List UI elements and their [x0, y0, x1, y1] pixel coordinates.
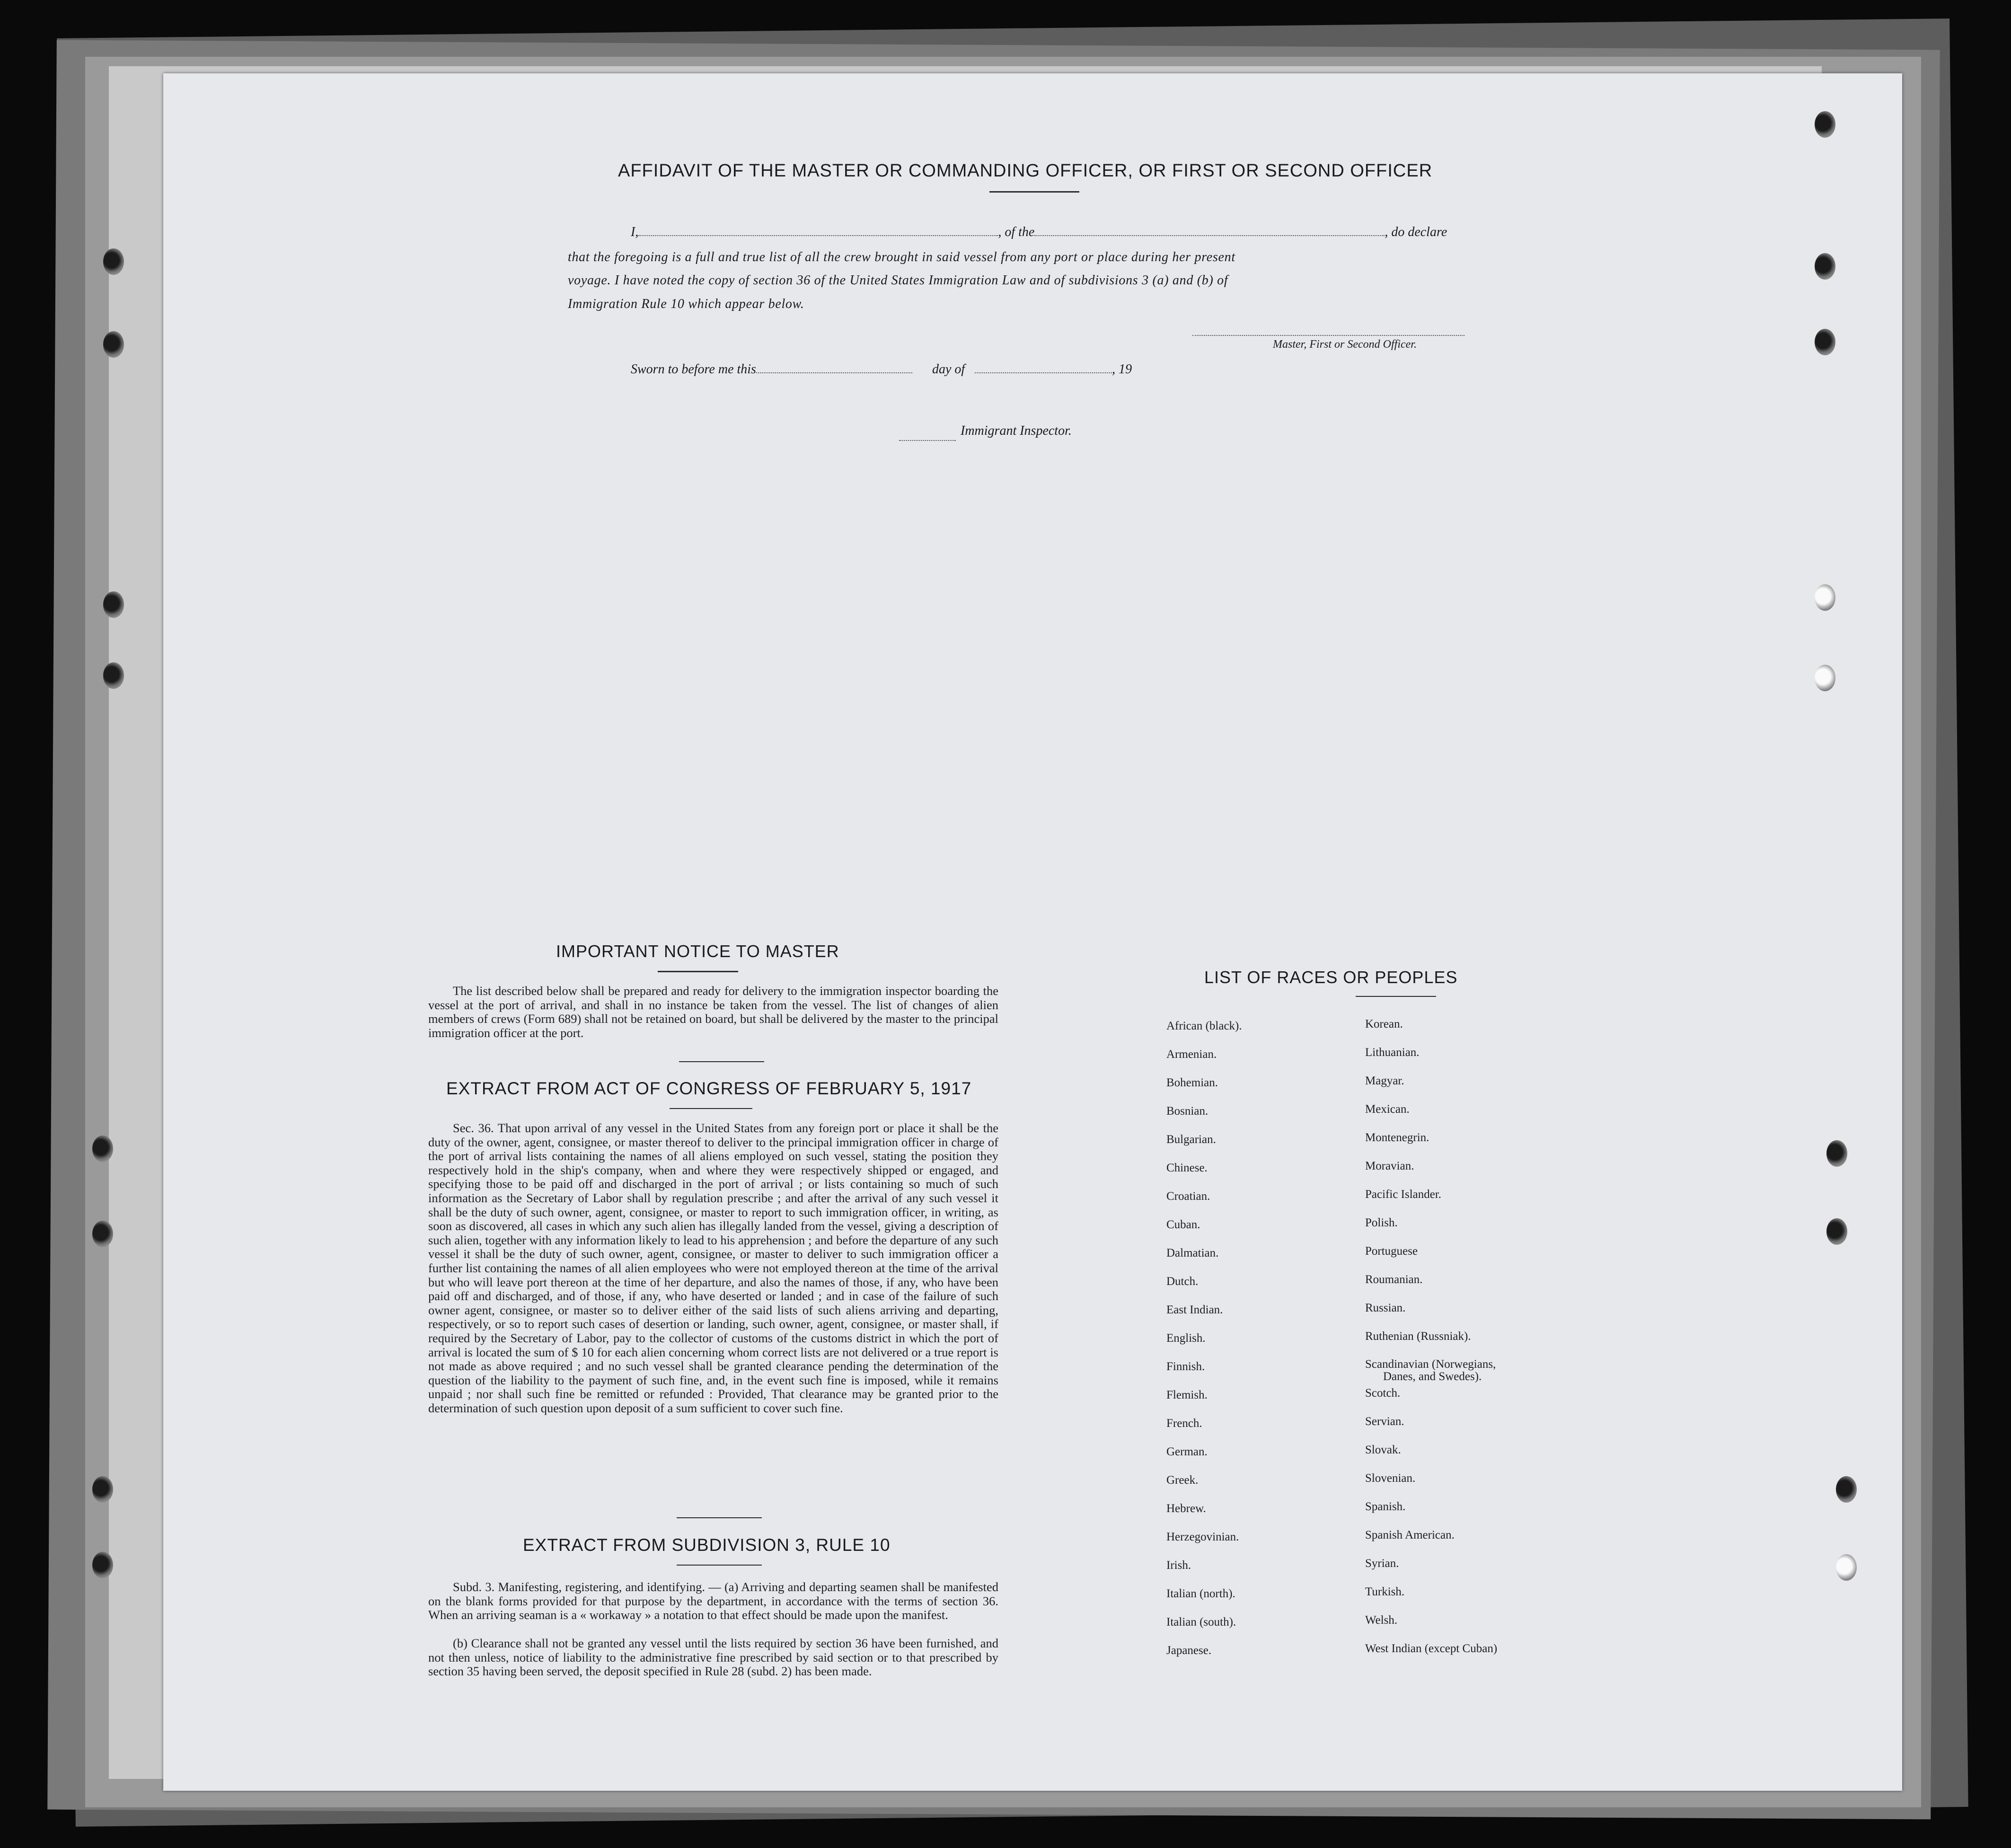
punch-hole-right — [1836, 1554, 1857, 1581]
punch-hole-left — [92, 1135, 113, 1162]
affidavit-title: AFFIDAVIT OF THE MASTER OR COMMANDING OFFICER, OR FIRST OR SECOND OFFICER — [618, 161, 1433, 181]
race-item: Finnish. — [1166, 1360, 1205, 1373]
extract-act-rule — [670, 1108, 752, 1109]
do-declare-label: , do declare — [1385, 225, 1447, 239]
race-item — [1365, 1387, 1400, 1400]
punch-hole-right — [1815, 111, 1835, 138]
race-item: Herzegovinian. — [1166, 1531, 1239, 1543]
race-item — [1365, 1302, 1405, 1315]
race-item: Bulgarian. — [1166, 1133, 1216, 1146]
day-blank — [756, 372, 912, 373]
race-item: East Indian. — [1166, 1303, 1223, 1316]
race-item-label: Scotch. — [1365, 1387, 1401, 1399]
race-item: Dalmatian. — [1166, 1247, 1219, 1259]
notice-text-content: The list described below shall be prepared and ready for delivery to the immigration inspector boarding the vessel at the port of arrival, and shall in no instance be taken from the vessel. The list of changes of alien members of crews (Form 689) shall not be retained on board, but shall be delivered by the master to the principal immigration officer at the port. — [428, 984, 998, 1040]
race-item — [1365, 1188, 1441, 1201]
extract-rule-text-a — [428, 1580, 998, 1622]
race-item — [1365, 1415, 1404, 1428]
race-item — [1365, 1642, 1497, 1655]
race-item: Cuban. — [1166, 1218, 1200, 1231]
punch-hole-left — [103, 248, 124, 275]
race-item: Bosnian. — [1166, 1105, 1208, 1118]
race-item-label: Spanish American. — [1365, 1529, 1455, 1541]
race-item — [1365, 1358, 1496, 1383]
master-caption: Master, First or Second Officer. — [1273, 338, 1417, 351]
race-item — [1365, 1018, 1403, 1031]
punch-hole-right — [1826, 1140, 1847, 1167]
race-item — [1365, 1557, 1399, 1570]
affidavit-line-2: that the foregoing is a full and true list of all the crew brought in said vessel from any port or place during her present — [568, 250, 1235, 264]
race-item-continuation: Danes, and Swedes). — [1383, 1370, 1482, 1383]
race-item: Bohemian. — [1166, 1076, 1218, 1089]
race-item-label: Ruthenian (Russniak). — [1365, 1330, 1471, 1343]
race-item — [1365, 1074, 1404, 1088]
race-item: Chinese. — [1166, 1162, 1208, 1174]
race-item: African (black). — [1166, 1020, 1242, 1032]
race-item: Italian (south). — [1166, 1616, 1236, 1628]
affidavit-line-1 — [631, 225, 1447, 240]
title-rule — [989, 191, 1079, 193]
punch-hole-right — [1815, 329, 1835, 355]
extract-rule-title: EXTRACT FROM SUBDIVISION 3, RULE 10 — [523, 1535, 891, 1555]
race-item-label: Magyar. — [1365, 1074, 1404, 1087]
race-item — [1365, 1103, 1410, 1116]
race-item-label: Russian. — [1365, 1302, 1406, 1314]
affidavit-line-4: Immigration Rule 10 which appear below. — [568, 297, 804, 311]
race-item-label: Syrian. — [1365, 1557, 1399, 1570]
race-item-label: Welsh. — [1365, 1614, 1398, 1627]
extract-act-end-rule — [677, 1517, 762, 1518]
race-item — [1365, 1046, 1420, 1059]
notice-rule — [658, 971, 738, 972]
race-item-label: Slovak. — [1365, 1443, 1401, 1456]
race-item: Armenian. — [1166, 1048, 1217, 1061]
punch-hole-right — [1815, 253, 1835, 280]
inspector-caption: Immigrant Inspector. — [961, 423, 1072, 438]
race-item — [1365, 1131, 1429, 1144]
race-item-label: Korean. — [1365, 1018, 1403, 1030]
races-rule — [1356, 996, 1436, 997]
extract-rule-rule — [677, 1565, 762, 1566]
race-item — [1365, 1273, 1423, 1286]
race-item — [1365, 1500, 1405, 1514]
race-item-label: Roumanian. — [1365, 1273, 1423, 1286]
race-item: English. — [1166, 1332, 1206, 1345]
race-item-label: Spanish. — [1365, 1500, 1406, 1513]
vessel-blank — [1034, 235, 1385, 236]
race-item-label: Moravian. — [1365, 1160, 1414, 1172]
extract-act-text — [428, 1121, 998, 1415]
punch-hole-left — [92, 1552, 113, 1578]
extract-act-text-content: Sec. 36. That upon arrival of any vessel in the United States from any foreign port or place it shall be the duty of the owner, agent, consignee, or master thereof to deliver to the principal immigration officer in charge of the port of arrival lists containing the names of all aliens employed on such vessel, stating the position they respectively hold in the ship's company, when and where they were respectively shipped or engaged, and specifying those to be paid off and discharged in the port of arrival ; or lists containing so much of such information as the Secretary of Labor shall by regulation prescribe ; and after the arrival of any such vessel it shall be the duty of such owner, agent, consignee, or master to report to such immigration officer, in writing, as soon as discovered, all cases in which any such alien has illegally landed from the vessel, giving a description of such alien, together with any information likely to lead to his apprehension ; and before the departure of any such vessel it shall be the duty of such owner, agent, consignee, or master to deliver to such immigration officer a further list containing the names of all alien employees who were not employed thereon at the time of the arrival but who will leave port thereon at the time of her departure, and also the names of those, if any, who have been paid off and discharged, and of those, if any, who have deserted or landed ; and in case of the failure of such owner agent, consignee, or master so to deliver either of the said lists of such aliens arriving and departing, respectively, or so to report such cases of desertion or landing, such owner, agent, consignee, or master shall, if required by the Secretary of Labor, pay to the collector of customs of the customs district in which the port of arrival is located the sum of $ 10 for each alien concerning whom correct lists are not delivered or a true report is not made as above required ; and no such vessel shall be granted clearance pending the determination of the question of the liability to the payment of such fine, and, in the event such fine is imposed, while it remains unpaid ; nor shall such fine be remitted or refunded : Provided, That clearance may be granted prior to the determination of such question upon deposit of a sum sufficient to cover such fine. — [428, 1121, 998, 1415]
punch-hole-left — [92, 1221, 113, 1247]
name-blank — [638, 235, 998, 236]
extract-rule-text-b — [428, 1637, 998, 1679]
extract-act-title: EXTRACT FROM ACT OF CONGRESS OF FEBRUARY 5, 1917 — [446, 1079, 972, 1098]
punch-hole-right — [1815, 665, 1835, 691]
year-prefix: , 19 — [1112, 362, 1132, 377]
punch-hole-right — [1826, 1218, 1847, 1245]
race-item: Greek. — [1166, 1474, 1199, 1487]
race-item-label: Lithuanian. — [1365, 1046, 1420, 1059]
race-item-label: Turkish. — [1365, 1585, 1405, 1598]
month-blank — [975, 372, 1112, 373]
notice-title: IMPORTANT NOTICE TO MASTER — [556, 942, 839, 961]
inspector-signature-line — [899, 440, 956, 441]
punch-hole-right — [1815, 584, 1835, 611]
race-item: Flemish. — [1166, 1389, 1208, 1401]
race-item-label: Montenegrin. — [1365, 1131, 1429, 1144]
race-item: German. — [1166, 1445, 1208, 1458]
notice-text — [428, 984, 998, 1040]
race-item-label: Mexican. — [1365, 1103, 1410, 1116]
race-item-label: Servian. — [1365, 1415, 1404, 1428]
race-item — [1365, 1614, 1397, 1627]
extract-rule-text-b-content: (b) Clearance shall not be granted any vessel until the lists required by section 36 have been furnished, and not then unless, notice of liability to the administrative fine prescribed by said section or to that prescribed by section 35 having been served, the deposit specified in Rule 28 (subd. 2) has been made. — [428, 1636, 998, 1679]
race-item-label: West Indian (except Cuban) — [1365, 1642, 1498, 1655]
race-item-label: Portuguese — [1365, 1245, 1418, 1258]
document-page — [163, 73, 1902, 1791]
i-label: I, — [631, 225, 639, 239]
notice-end-rule — [679, 1061, 764, 1062]
master-signature-line — [1192, 335, 1464, 336]
race-item-label: Slovenian. — [1365, 1472, 1416, 1485]
punch-hole-right — [1836, 1476, 1857, 1503]
punch-hole-left — [92, 1476, 113, 1503]
affidavit-line-3: voyage. I have noted the copy of section 36 of the United States Immigration Law and of subdivisions 3 (a) and (b) of — [568, 273, 1228, 288]
race-item: Dutch. — [1166, 1275, 1199, 1288]
races-title: LIST OF RACES OR PEOPLES — [1204, 968, 1458, 987]
sworn-line — [631, 362, 1132, 377]
sworn-label: Sworn to before me this — [631, 362, 756, 377]
race-item-label: Scandinavian (Norwegians, — [1365, 1358, 1496, 1371]
race-item — [1365, 1330, 1471, 1343]
race-item: Croatian. — [1166, 1190, 1210, 1203]
race-item — [1365, 1472, 1415, 1485]
race-item — [1365, 1443, 1401, 1457]
punch-hole-left — [103, 591, 124, 618]
punch-hole-left — [103, 662, 124, 689]
race-item-label: Pacific Islander. — [1365, 1188, 1442, 1201]
punch-hole-left — [103, 331, 124, 358]
race-item: Italian (north). — [1166, 1587, 1235, 1600]
race-item — [1365, 1245, 1418, 1258]
race-item — [1365, 1585, 1404, 1599]
of-the-label: , of the — [998, 225, 1035, 239]
race-item: French. — [1166, 1417, 1202, 1430]
day-of-label: day of — [932, 362, 965, 377]
race-item: Japanese. — [1166, 1644, 1212, 1657]
race-item — [1365, 1160, 1414, 1173]
race-item — [1365, 1529, 1455, 1542]
race-item: Hebrew. — [1166, 1502, 1206, 1515]
race-item-label: Polish. — [1365, 1216, 1398, 1229]
extract-rule-text-a-content: Subd. 3. Manifesting, registering, and identifying. — (a) Arriving and departing seamen shall be manifested on the blank forms provided for that purpose by the department, in accordance with the terms of section 36. When an arriving seaman is a « workaway » a notation to that effect should be made upon the manifest. — [428, 1580, 998, 1622]
race-item: Irish. — [1166, 1559, 1191, 1572]
race-item — [1365, 1216, 1398, 1230]
